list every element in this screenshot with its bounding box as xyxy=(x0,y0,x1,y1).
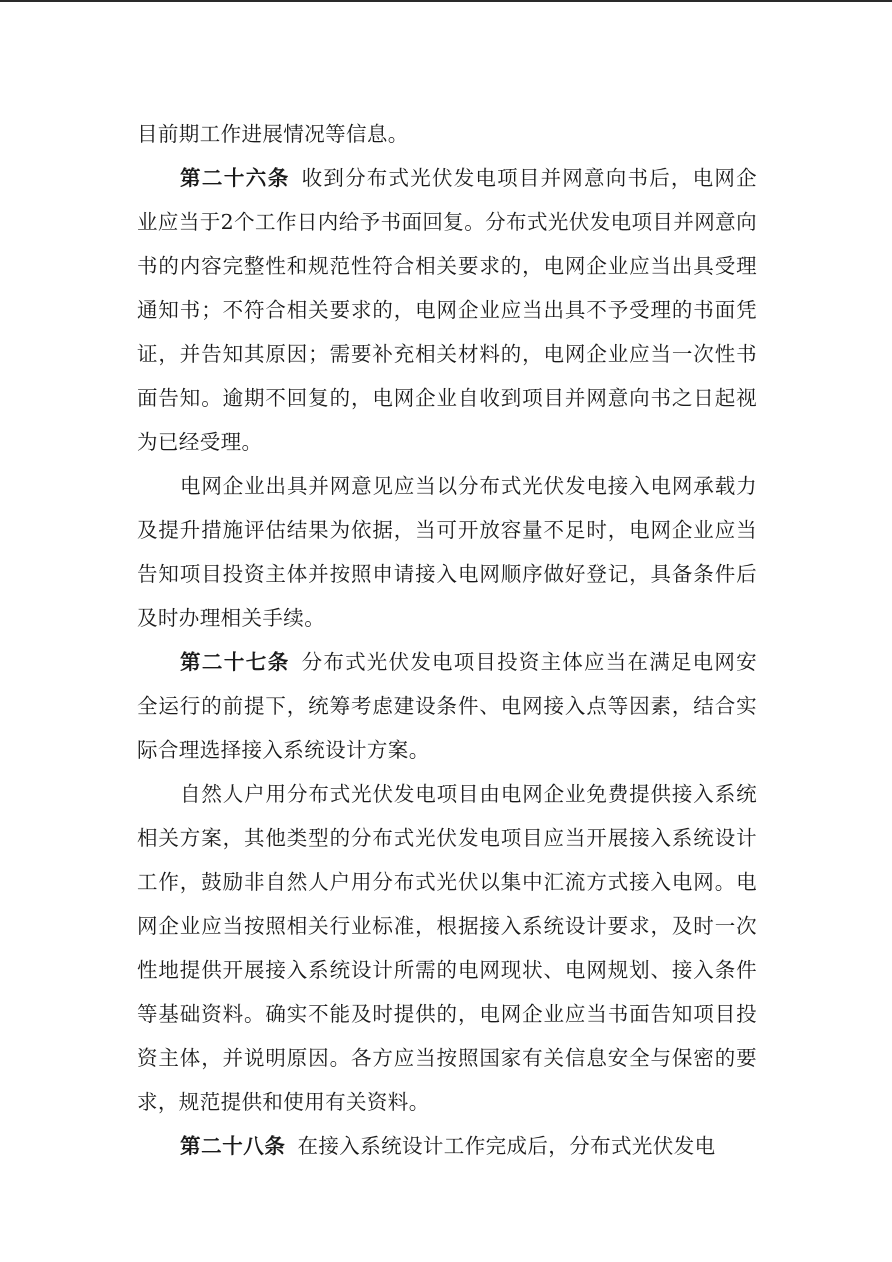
article-heading: 第二十六条 xyxy=(180,166,290,190)
paragraph-text: 目前期工作进展情况等信息。 xyxy=(137,122,409,146)
article-heading: 第二十七条 xyxy=(180,650,290,674)
article-27-design-paragraph xyxy=(137,772,757,1124)
page-top-border xyxy=(0,0,892,2)
paragraph-continuation xyxy=(137,112,757,156)
article-26-paragraph xyxy=(137,156,757,464)
paragraph-text: 分布式光伏发电项目投资主体应当在满足电网安全运行的前提下，统筹考虑建设条件、电网接入点等因素，结合实际合理选择接入系统设计方案。 xyxy=(137,650,757,762)
document-page xyxy=(137,112,757,1168)
article-28-paragraph xyxy=(137,1124,757,1168)
article-heading: 第二十八条 xyxy=(180,1134,286,1158)
paragraph-text: 在接入系统设计工作完成后，分布式光伏发电 xyxy=(297,1134,716,1158)
paragraph-text: 收到分布式光伏发电项目并网意向书后，电网企业应当于2个工作日内给予书面回复。分布式光伏发电项目并网意向书的内容完整性和规范性符合相关要求的，电网企业应当出具受理通知书；不符合相关要求的，电网企业应当出具不予受理的书面凭证，并告知其原因；需要补充相关材料的，电网企业应当一次性书面告知。逾期不回复的，电网企业自收到项目并网意向书之日起视为已经受理。 xyxy=(137,166,757,454)
article-26-grid-opinion-paragraph xyxy=(137,464,757,640)
paragraph-text: 自然人户用分布式光伏发电项目由电网企业免费提供接入系统相关方案，其他类型的分布式光伏发电项目应当开展接入系统设计工作，鼓励非自然人户用分布式光伏以集中汇流方式接入电网。电网企业应当按照相关行业标准，根据接入系统设计要求，及时一次性地提供开展接入系统设计所需的电网现状、电网规划、接入条件等基础资料。确实不能及时提供的，电网企业应当书面告知项目投资主体，并说明原因。各方应当按照国家有关信息安全与保密的要求，规范提供和使用有关资料。 xyxy=(137,782,757,1114)
article-27-paragraph xyxy=(137,640,757,772)
paragraph-text: 电网企业出具并网意见应当以分布式光伏发电接入电网承载力及提升措施评估结果为依据，当可开放容量不足时，电网企业应当告知项目投资主体并按照申请接入电网顺序做好登记，具备条件后及时办理相关手续。 xyxy=(137,474,757,630)
